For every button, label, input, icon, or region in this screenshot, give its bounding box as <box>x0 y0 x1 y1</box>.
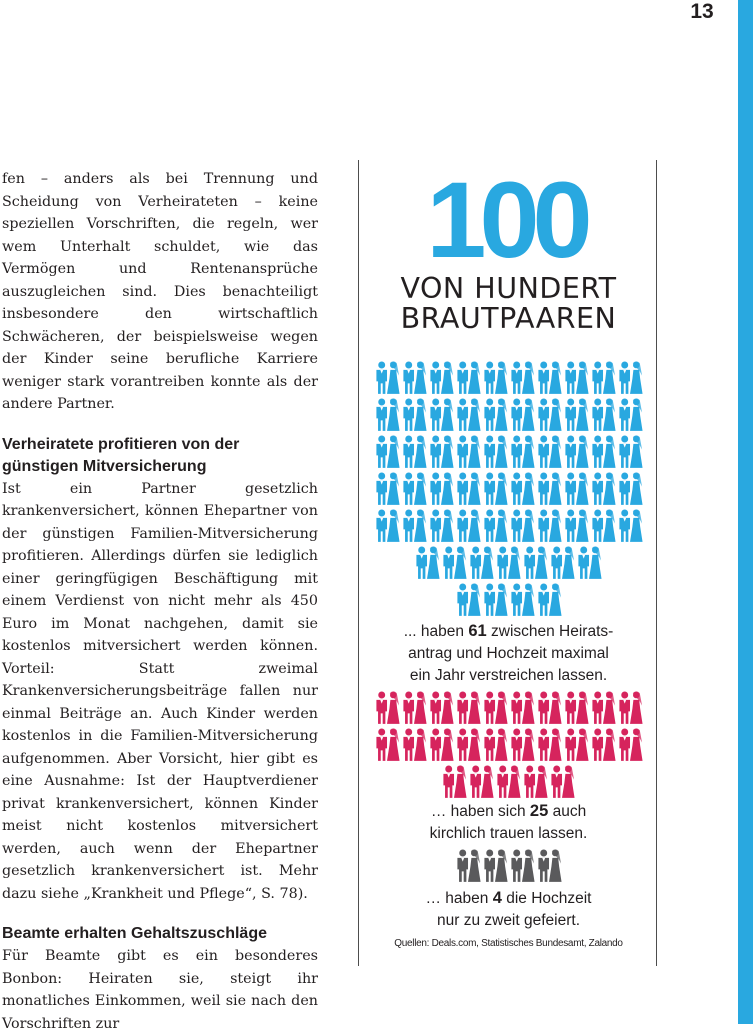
caption-text: auch <box>548 803 587 820</box>
caption-text: ... haben <box>403 623 469 640</box>
caption-text: zwischen Heirats- <box>486 623 614 640</box>
bride-groom-couple-icon <box>428 727 455 764</box>
caption-text: antrag und Hochzeit maximal <box>408 645 609 662</box>
bride-groom-couple-icon <box>374 397 401 434</box>
bride-groom-couple-icon <box>536 848 563 885</box>
bride-groom-couple-icon <box>428 434 455 471</box>
bride-groom-couple-icon <box>468 545 495 582</box>
bride-groom-couple-icon <box>617 508 644 545</box>
bride-groom-couple-icon <box>414 545 441 582</box>
couple-icon-row <box>359 582 658 619</box>
bride-groom-couple-icon <box>563 508 590 545</box>
bride-groom-couple-icon <box>374 434 401 471</box>
bride-groom-couple-icon <box>441 764 468 801</box>
bride-groom-couple-icon <box>374 471 401 508</box>
couple-icon-row <box>359 397 658 434</box>
bride-groom-couple-icon <box>576 545 603 582</box>
bride-groom-couple-icon <box>563 434 590 471</box>
caption-text: nur zu zweit gefeiert. <box>436 912 580 929</box>
couple-icon-row <box>359 848 658 885</box>
bride-groom-couple-icon <box>374 508 401 545</box>
grey-couples-grid <box>359 848 658 885</box>
couple-icon-row <box>359 360 658 397</box>
couple-icon-row <box>359 434 658 471</box>
bride-groom-couple-icon <box>495 764 522 801</box>
body-paragraph: fen – anders als bei Trennung und Scheidung von Verheirateten – keine speziellen Vorschriften, die regeln, wer wem Unterhalt schuldet, wie das Vermögen und Rentenansprüche auszugleichen sind. Dies benachteiligt insbesondere den wirtschaftlich Schwächeren, der beispielsweise wegen der Kinder seine berufliche Karriere weniger stark vorantreiben konnte als der andere Partner. <box>2 171 318 412</box>
bride-groom-couple-icon <box>401 508 428 545</box>
bride-groom-couple-icon <box>482 397 509 434</box>
couple-icon-row <box>359 727 658 764</box>
bride-groom-couple-icon <box>495 545 522 582</box>
bride-groom-couple-icon <box>549 764 576 801</box>
bride-groom-couple-icon <box>536 397 563 434</box>
bride-groom-couple-icon <box>509 690 536 727</box>
sources-note: Quellen: Deals.com, Statistisches Bundesamt, Zalando <box>394 938 623 949</box>
bride-groom-couple-icon <box>509 582 536 619</box>
body-text-column <box>2 168 318 1035</box>
bride-groom-couple-icon <box>536 727 563 764</box>
bride-groom-couple-icon <box>590 690 617 727</box>
bride-groom-couple-icon <box>536 471 563 508</box>
section-heading-line: günstigen Mitversicherung <box>2 457 207 475</box>
big-number: 100 <box>426 159 586 280</box>
bride-groom-couple-icon <box>482 360 509 397</box>
bride-groom-couple-icon <box>563 397 590 434</box>
caption-text: ein Jahr verstreichen lassen. <box>409 667 608 684</box>
couple-icon-row <box>359 764 658 801</box>
bride-groom-couple-icon <box>509 848 536 885</box>
bride-groom-couple-icon <box>428 360 455 397</box>
caption-4 <box>359 887 658 932</box>
section-heading: Beamte erhalten Gehaltszuschläge <box>2 925 267 942</box>
bride-groom-couple-icon <box>536 508 563 545</box>
bride-groom-couple-icon <box>455 397 482 434</box>
bride-groom-couple-icon <box>401 690 428 727</box>
bride-groom-couple-icon <box>617 471 644 508</box>
bride-groom-couple-icon <box>590 360 617 397</box>
couple-icon-row <box>359 545 658 582</box>
caption-25 <box>359 800 658 845</box>
bride-groom-couple-icon <box>590 508 617 545</box>
bride-groom-couple-icon <box>522 545 549 582</box>
caption-number: 25 <box>529 802 549 820</box>
bride-groom-couple-icon <box>455 434 482 471</box>
infographic-box <box>358 160 657 966</box>
bride-groom-couple-icon <box>455 582 482 619</box>
caption-text: die Hochzeit <box>501 890 592 907</box>
bride-groom-couple-icon <box>536 690 563 727</box>
caption-number: 4 <box>492 889 502 907</box>
bride-groom-couple-icon <box>617 360 644 397</box>
bride-groom-couple-icon <box>428 508 455 545</box>
bride-groom-couple-icon <box>590 397 617 434</box>
blue-couples-grid <box>359 360 658 619</box>
bride-groom-couple-icon <box>522 764 549 801</box>
bride-groom-couple-icon <box>563 690 590 727</box>
bride-groom-couple-icon <box>374 727 401 764</box>
bride-groom-couple-icon <box>617 397 644 434</box>
bride-groom-couple-icon <box>455 848 482 885</box>
bride-groom-couple-icon <box>617 690 644 727</box>
couple-icon-row <box>359 471 658 508</box>
bride-groom-couple-icon <box>482 434 509 471</box>
section-heading <box>2 434 318 478</box>
caption-text: … haben sich <box>430 803 530 820</box>
bride-groom-couple-icon <box>617 727 644 764</box>
bride-groom-couple-icon <box>563 360 590 397</box>
bride-groom-couple-icon <box>482 848 509 885</box>
bride-groom-couple-icon <box>482 727 509 764</box>
section-heading-line: Verheiratete profitieren von der <box>2 435 240 453</box>
bride-groom-couple-icon <box>536 360 563 397</box>
bride-groom-couple-icon <box>401 434 428 471</box>
bride-groom-couple-icon <box>617 434 644 471</box>
couple-icon-row <box>359 508 658 545</box>
bride-groom-couple-icon <box>509 727 536 764</box>
bride-groom-couple-icon <box>536 582 563 619</box>
caption-number: 61 <box>468 622 487 640</box>
bride-groom-couple-icon <box>401 360 428 397</box>
bride-groom-couple-icon <box>509 397 536 434</box>
page-number: 13 <box>690 0 714 23</box>
bride-groom-couple-icon <box>509 471 536 508</box>
bride-groom-couple-icon <box>590 434 617 471</box>
bride-groom-couple-icon <box>374 360 401 397</box>
bride-groom-couple-icon <box>549 545 576 582</box>
caption-61 <box>359 620 658 687</box>
bride-groom-couple-icon <box>482 582 509 619</box>
bride-groom-couple-icon <box>590 727 617 764</box>
bride-groom-couple-icon <box>374 690 401 727</box>
body-paragraph: Ist ein Partner gesetzlich krankenversichert, können Ehepartner von der günstigen Familien-Mitversicherung profitieren. Allerdings dürfen sie lediglich einer geringfügigen Beschäftigung mit einem Verdienst von nicht mehr als 450 Euro im Monat nachgehen, damit sie kostenlos mitversichert werden können. Vorteil: Statt zweimal Krankenversicherungsbeiträge fallen nur einmal Beiträge an. Auch Kinder werden kostenlos in die Familien-Mitversicherung aufgenommen. Aber Vorsicht, hier gibt es eine Ausnahme: Ist der Hauptverdiener privat krankenversichert, können Kinder meist nicht kostenlos mitversichert werden, auch wenn der Ehepartner gesetzlich krankenversichert ist. Mehr dazu siehe „Krankheit und Pflege“, S. 78). <box>2 480 318 902</box>
side-accent-bar <box>738 0 753 1024</box>
bride-groom-couple-icon <box>509 508 536 545</box>
bride-groom-couple-icon <box>428 690 455 727</box>
bride-groom-couple-icon <box>428 397 455 434</box>
bride-groom-couple-icon <box>563 727 590 764</box>
bride-groom-couple-icon <box>441 545 468 582</box>
infographic-subtitle-line: VON HUNDERT <box>400 272 617 305</box>
bride-groom-couple-icon <box>482 471 509 508</box>
caption-text: … haben <box>425 890 493 907</box>
bride-groom-couple-icon <box>509 434 536 471</box>
caption-text: kirchlich trauen lassen. <box>429 825 588 842</box>
bride-groom-couple-icon <box>455 360 482 397</box>
bride-groom-couple-icon <box>401 397 428 434</box>
bride-groom-couple-icon <box>509 360 536 397</box>
bride-groom-couple-icon <box>401 727 428 764</box>
bride-groom-couple-icon <box>468 764 495 801</box>
bride-groom-couple-icon <box>482 508 509 545</box>
bride-groom-couple-icon <box>401 471 428 508</box>
bride-groom-couple-icon <box>455 727 482 764</box>
infographic-subtitle-line: BRAUTPAAREN <box>400 302 617 335</box>
bride-groom-couple-icon <box>590 471 617 508</box>
bride-groom-couple-icon <box>455 690 482 727</box>
body-paragraph: Für Beamte gibt es ein besonderes Bonbon: Heiraten sie, steigt ihr monatliches Einkommen, weil sie nach den Vorschriften zur <box>2 948 318 1032</box>
bride-groom-couple-icon <box>455 508 482 545</box>
pink-couples-grid <box>359 690 658 801</box>
bride-groom-couple-icon <box>428 471 455 508</box>
bride-groom-couple-icon <box>455 471 482 508</box>
bride-groom-couple-icon <box>563 471 590 508</box>
bride-groom-couple-icon <box>482 690 509 727</box>
couple-icon-row <box>359 690 658 727</box>
bride-groom-couple-icon <box>536 434 563 471</box>
